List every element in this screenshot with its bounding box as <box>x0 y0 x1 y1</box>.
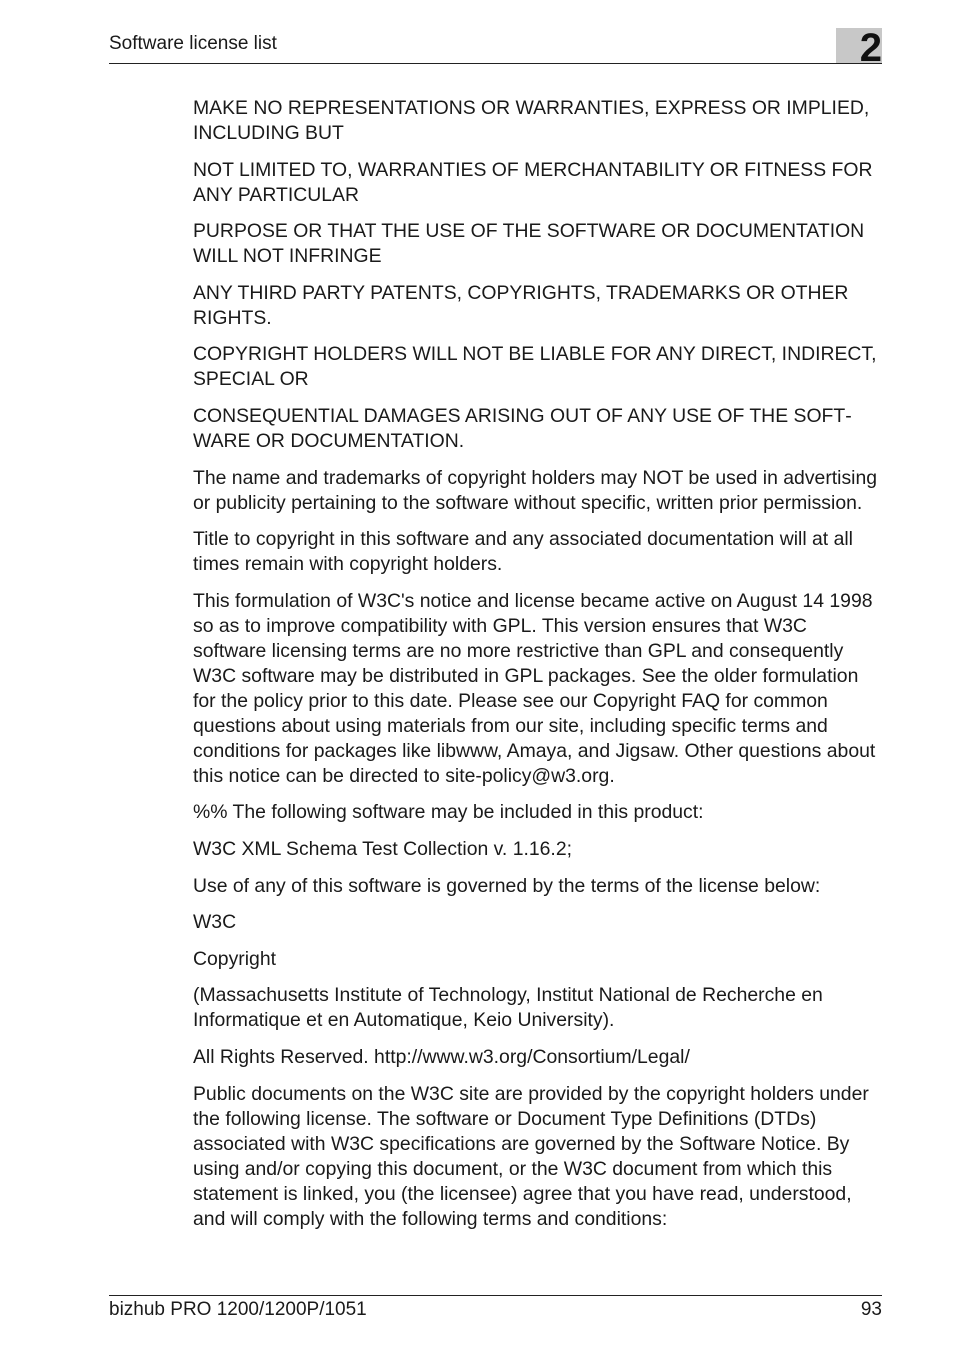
license-paragraph: Public documents on the W3C site are provided by the copyright holders under the following license. The software or Document Type Definitions (DTDs) associated with W3C specifications are governed by the Software Notice. By using and/or copying this document, or the W3C document from which this statement is linked, you (the licensee) agree that you have read, understood, and will comply with the following terms and conditions: <box>193 1082 869 1230</box>
license-paragraph: CONSEQUENTIAL DAMAGES ARISING OUT OF ANY USE OF THE SOFTWARE OR DOCUMENTATION. <box>193 404 852 452</box>
license-paragraph: All Rights Reserved. http://www.w3.org/Consortium/Legal/ <box>193 1045 690 1068</box>
license-paragraph: This formulation of W3C's notice and license became active on August 14 1998 so as to improve compatibility with GPL. This version ensures that W3C software licensing terms are no more restrictive than GPL and consequently W3C software may be distributed in GPL packages. See the older formulation for the policy prior to this date. Please see our Copyright FAQ for common questions about using materials from our site, including specific terms and conditions for packages like libwww, Amaya, and Jigsaw. Other questions about this notice can be directed to site-policy@w3.org. <box>193 589 876 787</box>
running-header-title: Software license list <box>109 33 277 54</box>
license-paragraph: Copyright <box>193 947 276 970</box>
license-text-body <box>193 96 882 1243</box>
license-paragraph: The name and trademarks of copyright holders may NOT be used in advertising or publicity pertaining to the software without specific, written prior permission. <box>193 466 878 514</box>
license-paragraph: ANY THIRD PARTY PATENTS, COPYRIGHTS, TRADEMARKS OR OTHER RIGHTS. <box>193 281 849 329</box>
license-paragraph: W3C <box>193 911 237 934</box>
license-paragraph: MAKE NO REPRESENTATIONS OR WARRANTIES, EXPRESS OR IMPLIED, INCLUDING BUT <box>193 97 870 144</box>
license-paragraph: Use of any of this software is governed by the terms of the license below: <box>193 874 821 897</box>
chapter-number: 2 <box>859 26 882 70</box>
footer-product-name: bizhub PRO 1200/1200P/1051 <box>109 1299 367 1320</box>
chapter-tab <box>836 26 882 70</box>
license-paragraph: W3C XML Schema Test Collection v. 1.16.2; <box>193 837 572 860</box>
license-paragraph: COPYRIGHT HOLDERS WILL NOT BE LIABLE FOR ANY DIRECT, INDIRECT, SPECIAL OR <box>193 343 877 391</box>
license-paragraph: %% The following software may be included in this product: <box>193 801 704 824</box>
footer-divider <box>109 1295 882 1296</box>
license-paragraph: NOT LIMITED TO, WARRANTIES OF MERCHANTABILITY OR FITNESS FOR ANY PARTICULAR <box>193 158 873 206</box>
license-paragraph: (Massachusetts Institute of Technology, Institut National de Recherche en Informatique et en Automatique, Keio University). <box>193 984 823 1032</box>
license-paragraph: Title to copyright in this software and any associated documentation will at all times remain with copyright holders. <box>193 528 853 576</box>
header-divider <box>109 63 882 64</box>
footer-page-number: 93 <box>860 1299 882 1320</box>
license-paragraph: PURPOSE OR THAT THE USE OF THE SOFTWARE OR DOCUMENTATION WILL NOT INFRINGE <box>193 220 865 268</box>
